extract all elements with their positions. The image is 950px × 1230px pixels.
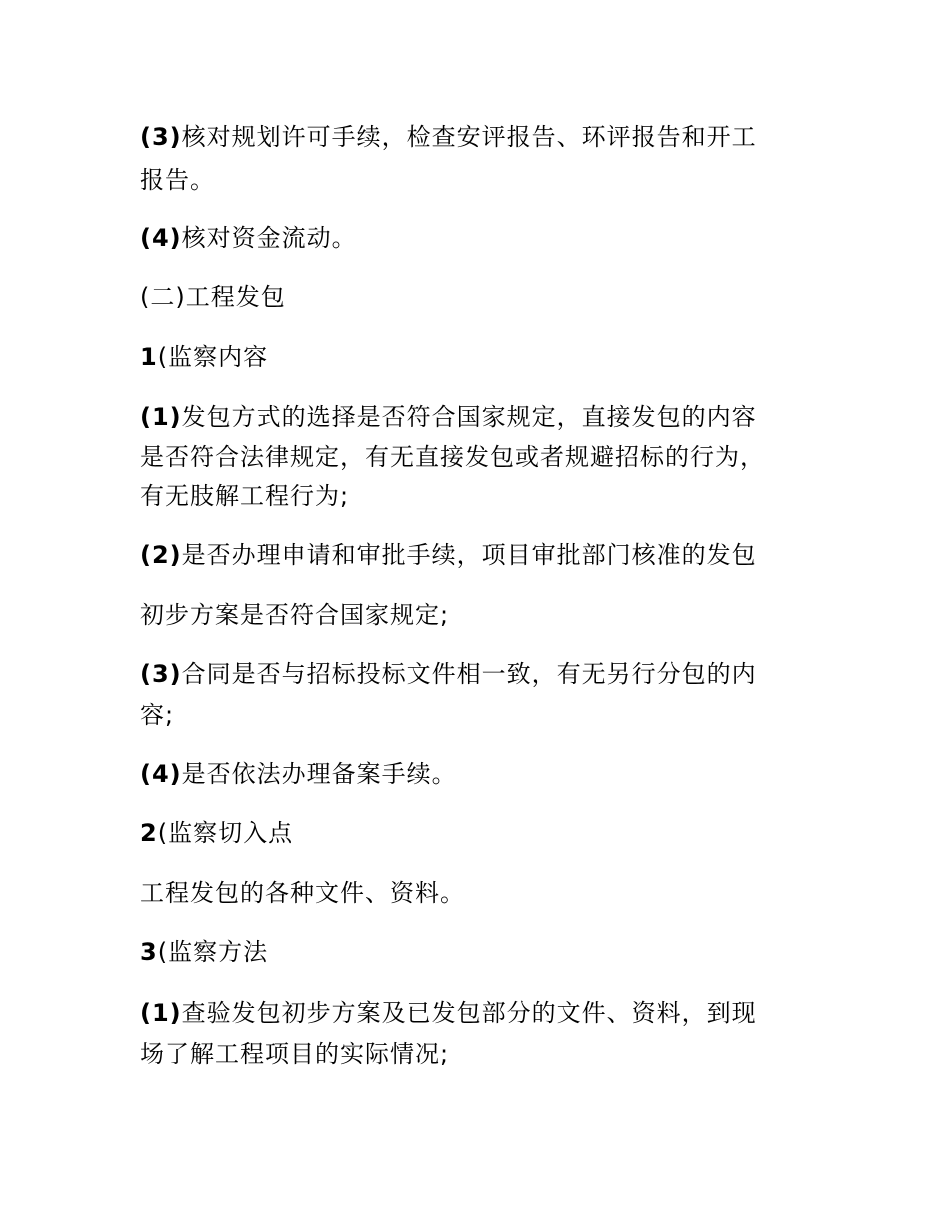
text-line xyxy=(140,1034,820,1074)
item-number: (1) xyxy=(140,999,182,1027)
text-line xyxy=(140,754,820,794)
text-line xyxy=(140,437,820,477)
text-line xyxy=(140,535,820,575)
line-text: 报告。 xyxy=(140,166,215,194)
line-text: 发包方式的选择是否符合国家规定，直接发包的内容 xyxy=(181,403,757,431)
text-line xyxy=(140,218,820,258)
line-text: 有无肢解工程行为; xyxy=(140,482,350,510)
line-text: 合同是否与招标投标文件相一致，有无另行分包的内 xyxy=(181,660,757,688)
line-text: 工程发包的各种文件、资料。 xyxy=(140,879,465,907)
line-text: (二)工程发包 xyxy=(140,283,286,311)
text-line xyxy=(140,476,820,516)
text-line xyxy=(140,993,820,1033)
text-line xyxy=(140,654,820,694)
item-number: 3 xyxy=(140,938,158,966)
item-number: (1) xyxy=(140,403,182,431)
line-text: 核对规划许可手续，检查安评报告、环评报告和开工 xyxy=(181,123,757,151)
subsection-heading xyxy=(140,932,820,972)
text-line xyxy=(140,695,820,735)
item-number: (2) xyxy=(140,541,182,569)
subsection-heading xyxy=(140,337,820,377)
text-line xyxy=(140,117,820,157)
line-text: 查验发包初步方案及已发包部分的文件、资料，到现 xyxy=(181,999,757,1027)
line-text: (监察切入点 xyxy=(157,819,294,847)
text-line xyxy=(140,595,820,635)
text-line xyxy=(140,397,820,437)
line-text: 是否符合法律规定，有无直接发包或者规避招标的行为， xyxy=(140,443,765,471)
section-heading xyxy=(140,277,820,317)
line-text: 容; xyxy=(140,701,175,729)
item-number: 1 xyxy=(140,343,158,371)
item-number: (3) xyxy=(140,123,182,151)
text-line xyxy=(140,873,820,913)
line-text: 是否依法办理备案手续。 xyxy=(181,760,457,788)
line-text: (监察方法 xyxy=(157,938,269,966)
text-line xyxy=(140,160,820,200)
item-number: 2 xyxy=(140,819,158,847)
subsection-heading xyxy=(140,813,820,853)
item-number: (4) xyxy=(140,224,182,252)
line-text: 是否办理申请和审批手续，项目审批部门核准的发包 xyxy=(181,541,757,569)
item-number: (3) xyxy=(140,660,182,688)
line-text: 场了解工程项目的实际情况; xyxy=(140,1040,450,1068)
line-text: 核对资金流动。 xyxy=(181,224,357,252)
line-text: 初步方案是否符合国家规定; xyxy=(140,601,450,629)
item-number: (4) xyxy=(140,760,182,788)
line-text: (监察内容 xyxy=(157,343,269,371)
